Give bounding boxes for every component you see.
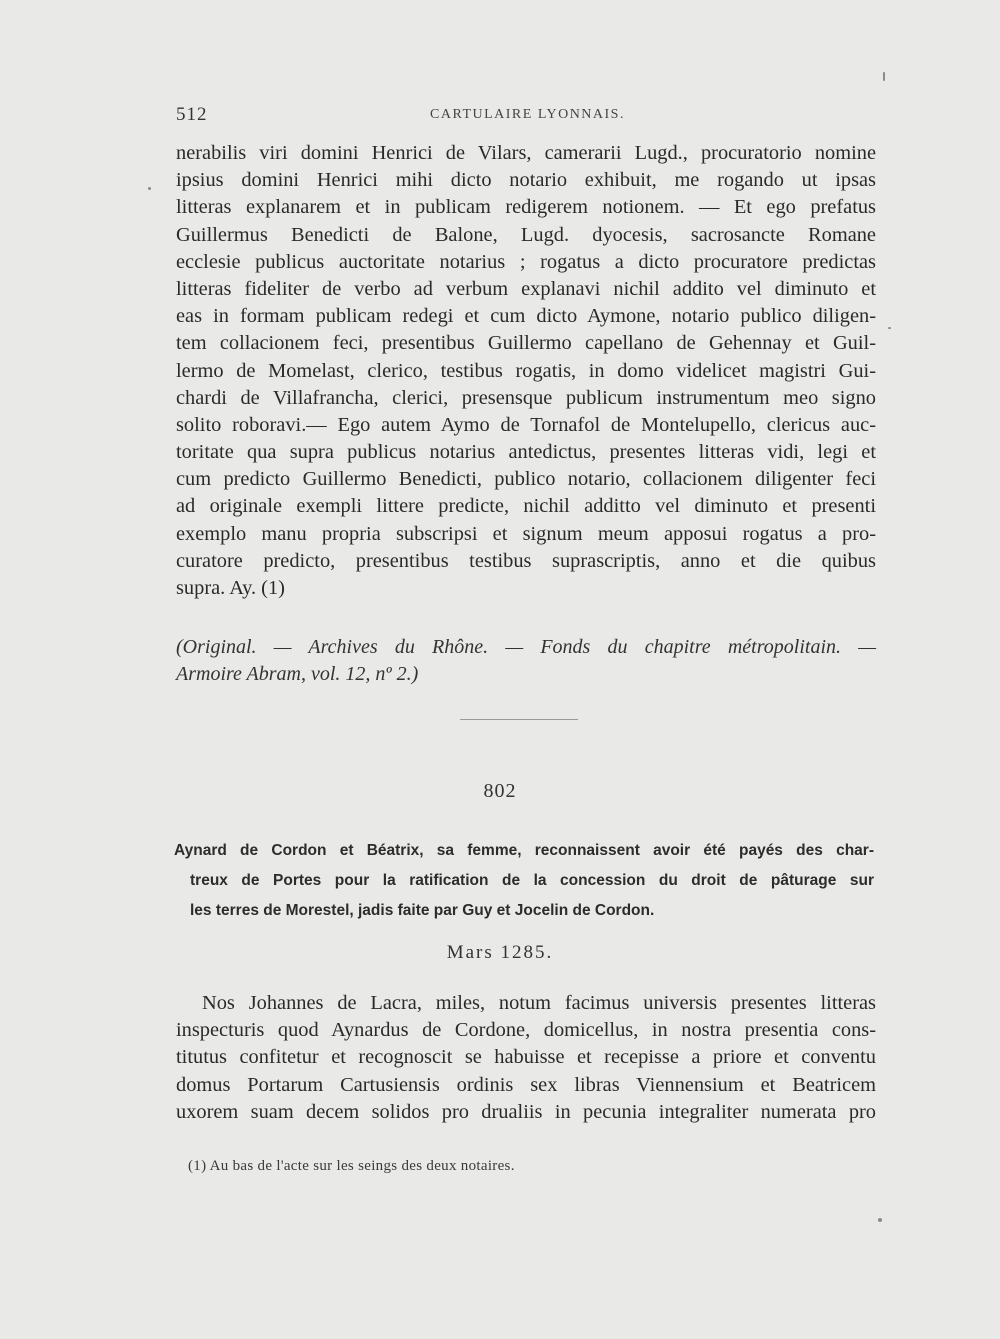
text-line: cum predicto Guillermo Benedicti, publico notario, collacionem diligenter feci: [176, 468, 876, 491]
text-line: eas in formam publicam redegi et cum dicto Aymone, notario publico diligen-: [176, 305, 876, 328]
text-line: nerabilis viri domini Henrici de Vilars, camerarii Lugd., procuratorio nomine: [176, 142, 876, 164]
text-line: lermo de Momelast, clerico, testibus rogatis, in domo videlicet magistri Gui-: [176, 359, 876, 382]
running-head: [176, 104, 876, 128]
text-line: exemplo manu propria subscripsi et signum meum apposui rogatus a pro-: [176, 522, 876, 545]
document-number: 802: [483, 780, 517, 802]
text-line: ecclesie publicus auctoritate notarius ; rogatus a dicto procuratore predictas: [176, 250, 876, 273]
running-title: CARTULAIRE LYONNAIS.: [430, 107, 625, 122]
text-line: titutus confitetur et recognoscit se habuisse et recepisse a priore et conventu: [176, 1046, 876, 1069]
document-text: [176, 990, 876, 1126]
paragraph-continuation: [176, 140, 876, 602]
section-divider: [460, 719, 578, 720]
text-line: inspecturis quod Aynardus de Cordone, domicellus, in nostra presentia cons-: [176, 1019, 876, 1042]
document-summary: [174, 836, 874, 926]
paper-speck: [148, 187, 151, 190]
paper-speck: [878, 1218, 882, 1222]
text-line: curatore predicto, presentibus testibus suprascriptis, anno et die quibus: [176, 549, 876, 572]
citation-line: (Original. — Archives du Rhône. — Fonds du chapitre métropolitain. —: [176, 636, 876, 658]
text-line: litteras explanarem et in publicam redigerem notionem. — Et ego prefatus: [176, 196, 876, 219]
text-line: litteras fideliter de verbo ad verbum explanavi nichil addito vel diminuto et: [176, 277, 876, 300]
text-line: solito roboravi.— Ego autem Aymo de Tornafol de Montelupello, clericus auc-: [176, 413, 876, 436]
text-line: ad originale exempli littere predicte, nichil additto vel diminuto et presenti: [176, 495, 876, 518]
page-number: 512: [176, 104, 208, 125]
text-line: uxorem suam decem solidos pro drualiis in pecunia integraliter numerata pro: [176, 1100, 876, 1123]
paper-speck: [883, 72, 885, 81]
citation-line: Armoire Abram, vol. 12, nº 2.): [176, 663, 419, 685]
text-line: chardi de Villafrancha, clerici, presensque publicum instrumentum meo signo: [176, 386, 876, 409]
summary-line: les terres de Morestel, jadis faite par Guy et Jocelin de Cordon.: [190, 902, 655, 919]
footnote: (1) Au bas de l'acte sur les seings des deux notaires.: [188, 1158, 515, 1174]
source-citation: [176, 634, 876, 688]
text-line: ipsius domini Henrici mihi dicto notario exhibuit, me rogando ut ipsas: [176, 169, 876, 192]
text-line: domus Portarum Cartusiensis ordinis sex libras Viennensium et Beatricem: [176, 1073, 876, 1096]
summary-line: Aynard de Cordon et Béatrix, sa femme, reconnaissent avoir été payés des char-: [174, 842, 874, 859]
text-line: Nos Johannes de Lacra, miles, notum facimus universis presentes litteras: [202, 992, 876, 1014]
text-line: Guillermus Benedicti de Balone, Lugd. dyocesis, sacrosancte Romane: [176, 223, 876, 246]
text-line: tem collacionem feci, presentibus Guillermo capellano de Gehennay et Guil-: [176, 332, 876, 355]
text-line: toritate qua supra publicus notarius antedictus, presentes litteras vidi, legi et: [176, 441, 876, 464]
text-line: supra. Ay. (1): [176, 577, 285, 599]
paper-speck: [888, 327, 891, 329]
document-date: Mars 1285.: [446, 942, 554, 963]
summary-line: treux de Portes pour la ratification de la concession du droit de pâturage sur: [190, 872, 874, 889]
